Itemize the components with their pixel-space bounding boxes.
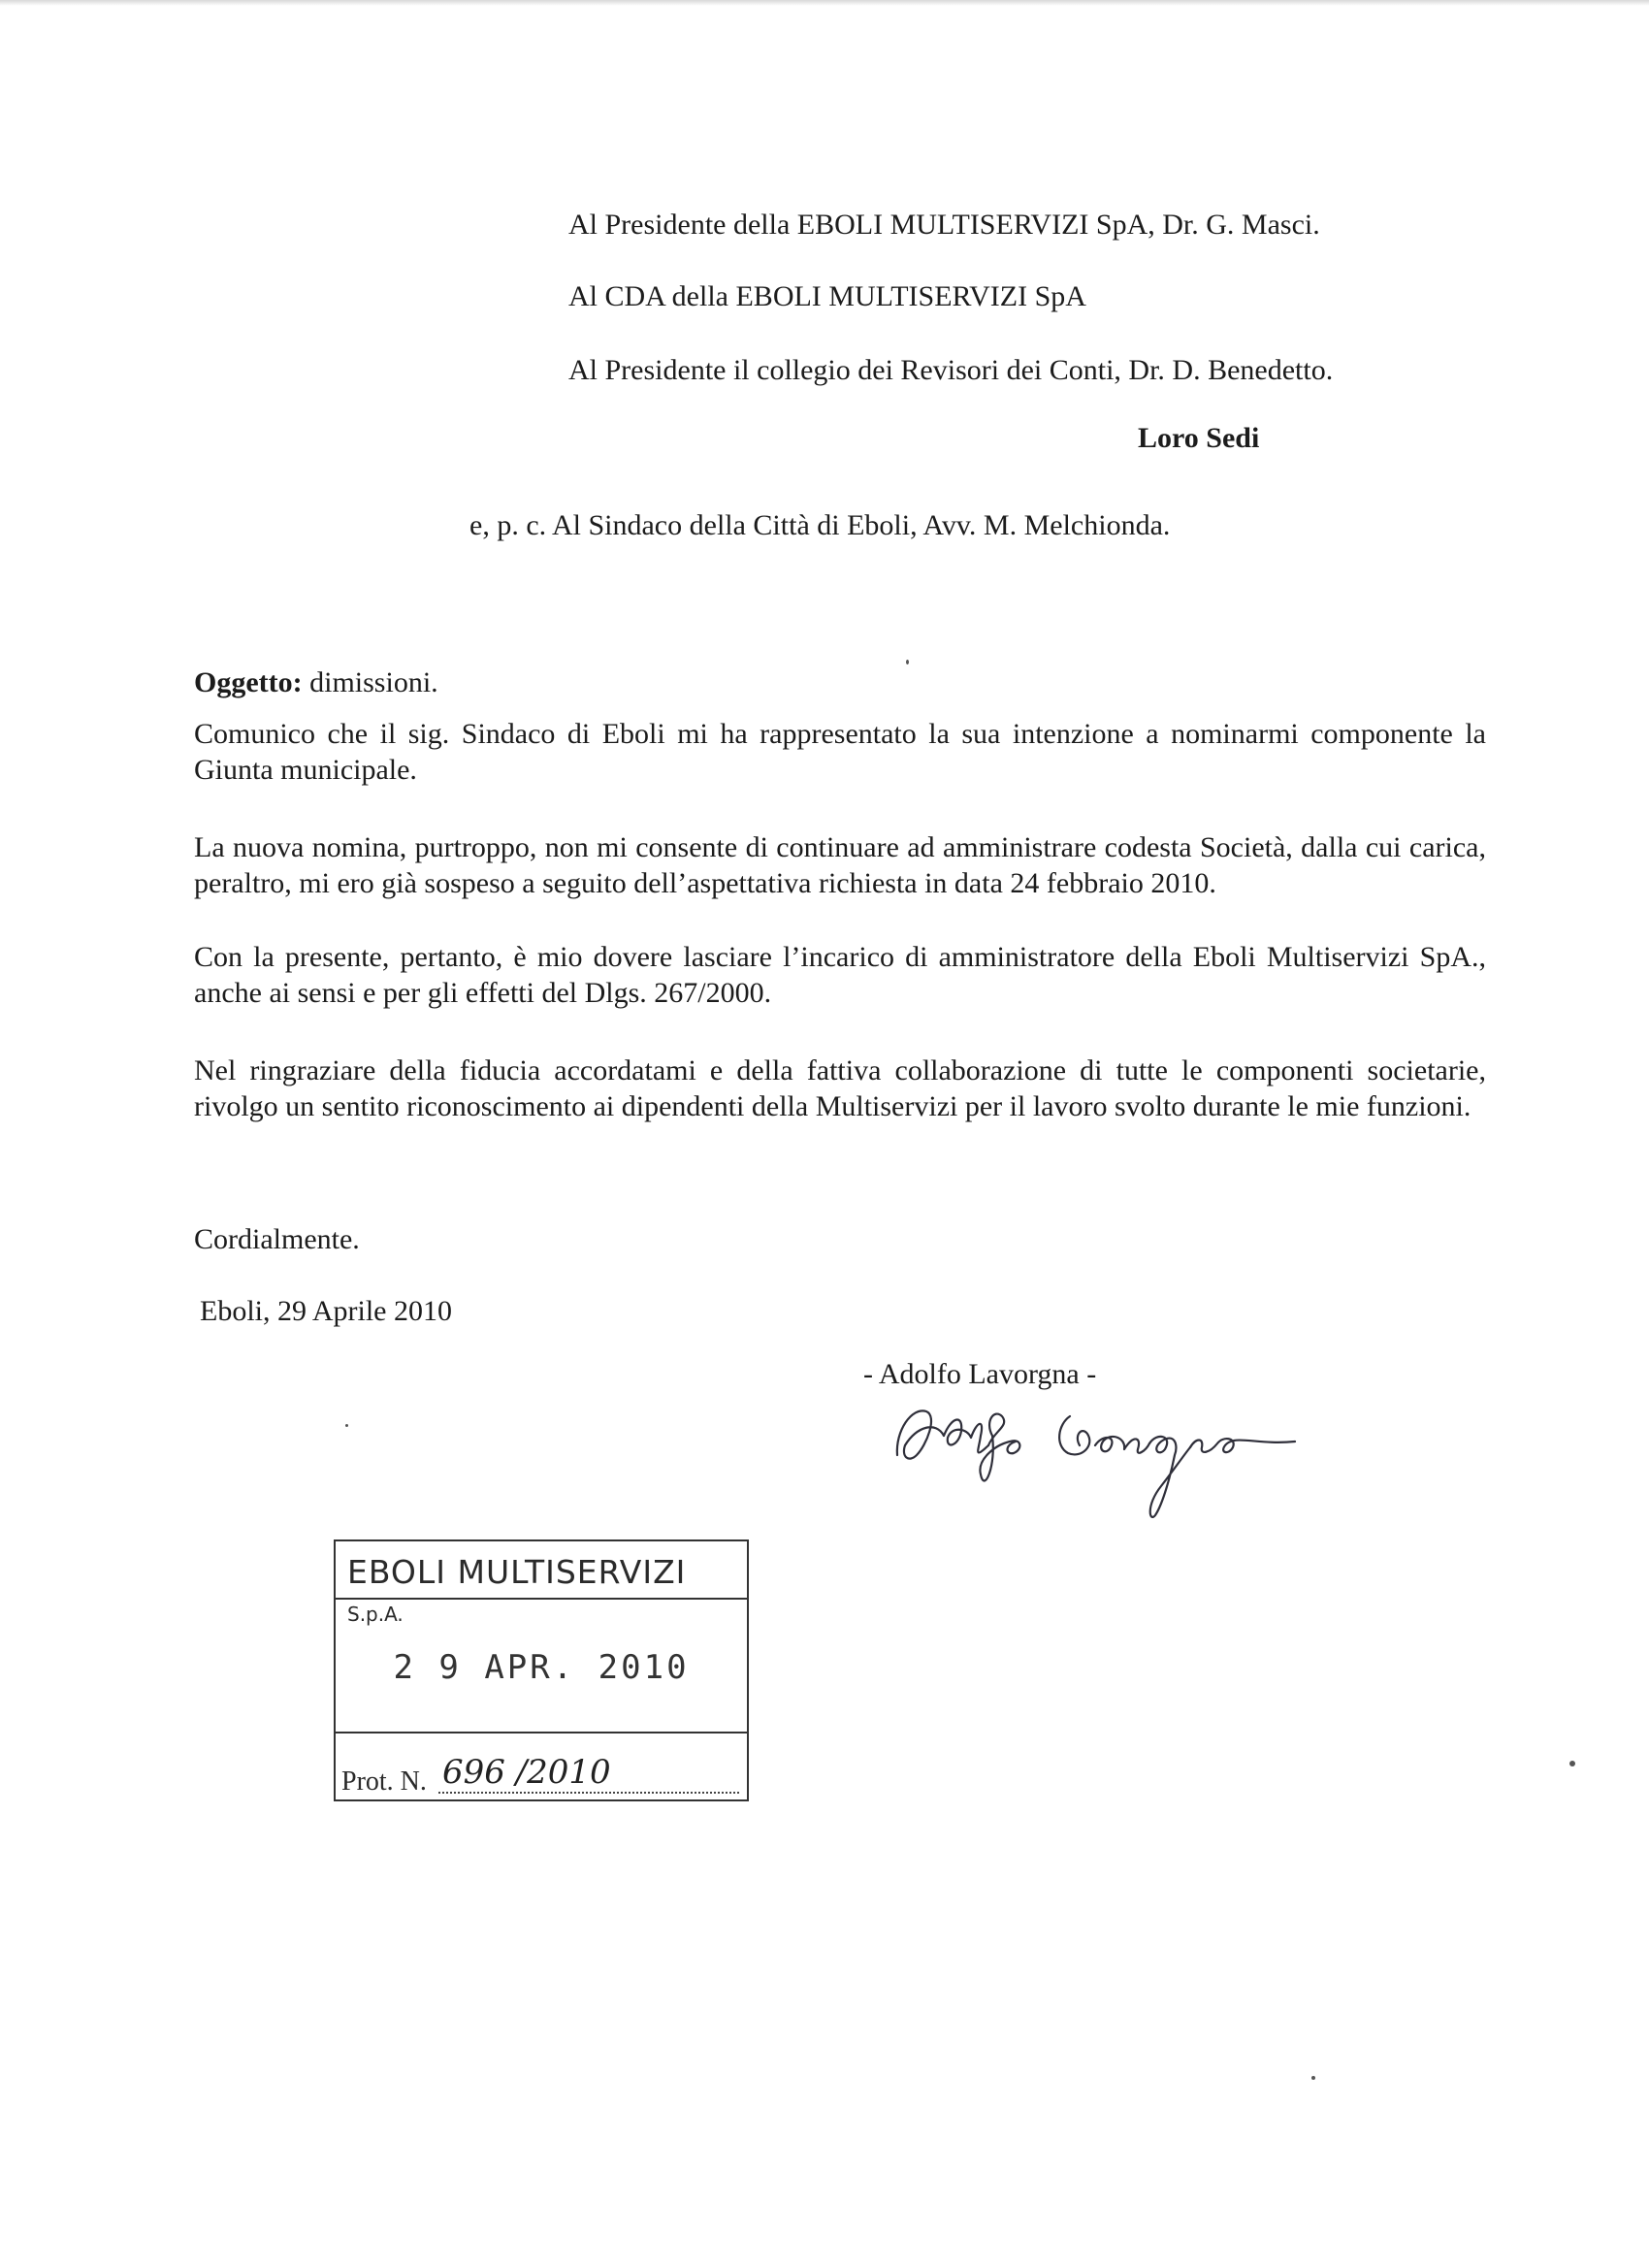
stamp-header	[336, 1541, 747, 1626]
stamp-dotted-line	[438, 1792, 739, 1794]
body-paragraph-3: Con la presente, pertanto, è mio dovere lasciare l’incarico di amministratore della Eboli Multiservizi SpA., anche ai sensi e per gli effetti del Dlgs. 267/2000.	[194, 941, 1486, 1009]
body-paragraph-2: La nuova nomina, purtroppo, non mi consente di continuare ad amministrare codesta Società, dalla cui carica, peraltro, mi ero già sospeso a seguito dell’aspettativa richiesta in data 24 febbraio 2010.	[194, 831, 1486, 899]
recipient-line-1: Al Presidente della EBOLI MULTISERVIZI SpA, Dr. G. Masci.	[568, 209, 1320, 241]
body-paragraph-1: Comunico che il sig. Sindaco di Eboli mi ha rappresentato la sua intenzione a nominarmi componente la Giunta municipale.	[194, 718, 1486, 786]
subject-label: Oggetto:	[194, 666, 303, 698]
recipient-line-3: Al Presidente il collegio dei Revisori dei Conti, Dr. D. Benedetto.	[568, 354, 1334, 386]
stamp-prot-number: 696 /2010	[442, 1753, 611, 1792]
body-paragraph-4: Nel ringraziare della fiducia accordatami e della fattiva collaborazione di tutte le componenti societarie, rivolgo un sentito riconoscimento ai dipendenti della Multiservizi per il lavoro svolto durante le mie funzioni.	[194, 1054, 1486, 1122]
closing: Cordialmente.	[194, 1223, 360, 1255]
recipient-line-2: Al CDA della EBOLI MULTISERVIZI SpA	[568, 280, 1086, 312]
subject-line	[194, 664, 438, 702]
stamp-company-name: EBOLI MULTISERVIZI	[347, 1553, 687, 1591]
scan-top-edge	[0, 0, 1649, 6]
loro-sedi: Loro Sedi	[1138, 422, 1260, 454]
handwritten-signature	[888, 1377, 1314, 1523]
scan-speck	[1311, 2076, 1315, 2080]
cc-line: e, p. c. Al Sindaco della Città di Eboli, Avv. M. Melchionda.	[469, 509, 1171, 541]
scan-speck	[906, 660, 909, 664]
stamp-company	[347, 1553, 747, 1629]
scan-speck	[345, 1424, 348, 1427]
stamp-company-suffix: S.p.A.	[347, 1603, 404, 1626]
place-date: Eboli, 29 Aprile 2010	[200, 1295, 452, 1327]
scan-speck	[1569, 1761, 1575, 1766]
signatory-name: - Adolfo Lavorgna -	[863, 1358, 1097, 1390]
stamp-date: 2 9 APR. 2010	[393, 1648, 690, 1687]
protocol-stamp	[334, 1539, 749, 1801]
stamp-divider	[336, 1732, 747, 1733]
stamp-prot-label: Prot. N.	[341, 1766, 427, 1797]
subject-text: dimissioni.	[302, 666, 438, 698]
